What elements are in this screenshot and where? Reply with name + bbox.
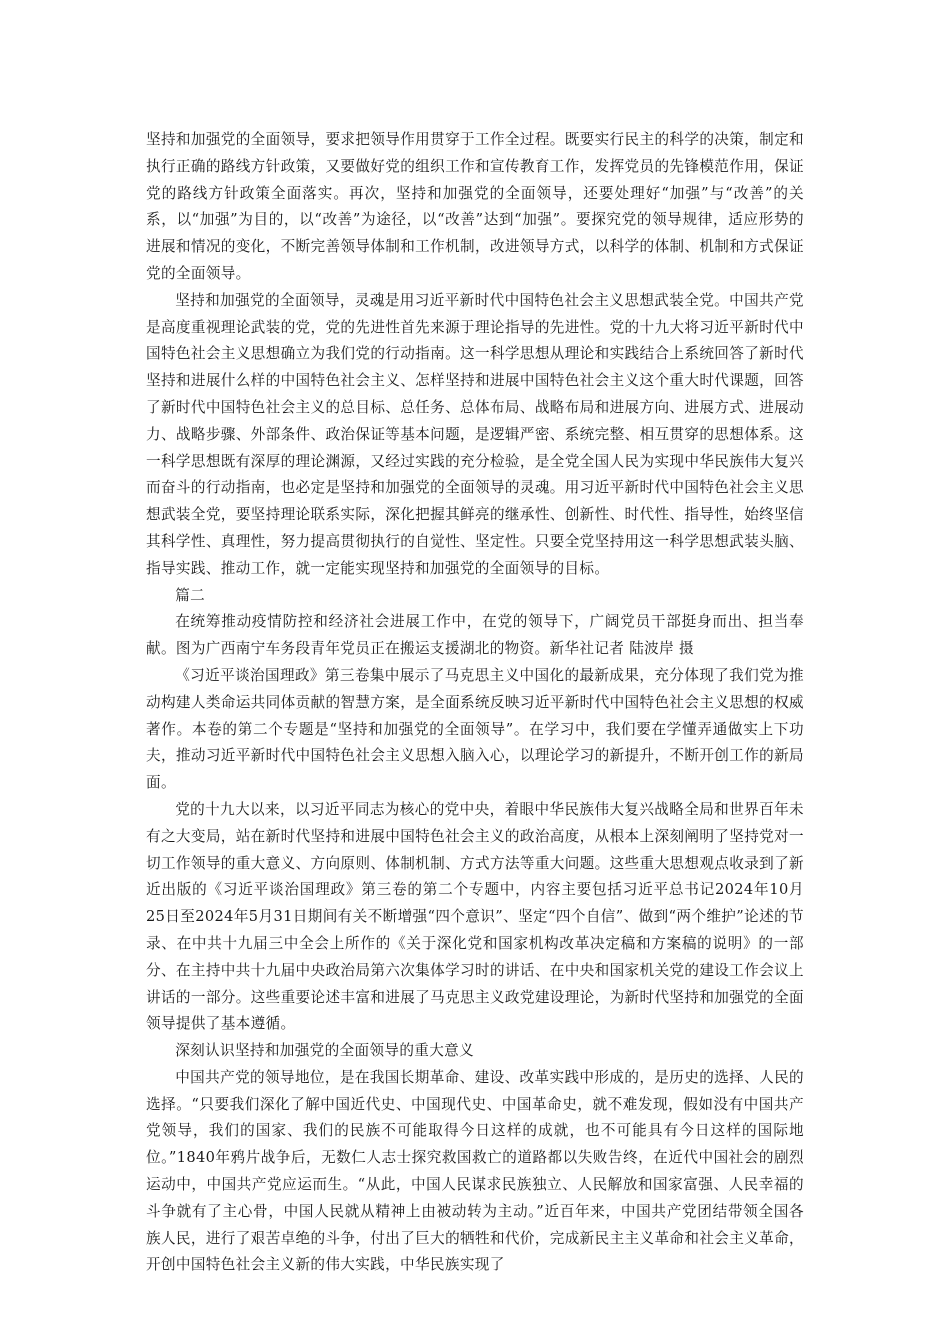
document-body xyxy=(146,127,804,1279)
subheading-significance: 深刻认识坚持和加强党的全面领导的重大意义 xyxy=(175,1042,475,1060)
paragraph-leadership-process: 坚持和加强党的全面领导，要求把领导作用贯穿于工作全过程。既要实行民主的科学的决策，制定和执行正确的路线方针政策，又要做好党的组织工作和宣传教育工作，发挥党员的先锋模范作用，保证党的路线方针政策全面落实。再次，坚持和加强党的全面领导，还要处理好“加强”与“改善”的关系，以“加强”为目的，以“改善”为途径，以“改善”达到“加强”。要探究党的领导规律，适应形势的进展和情况的变化，不断完善领导体制和工作机制，改进领导方式，以科学的体制、机制和方式保证党的全面领导。 xyxy=(146,131,804,282)
section-title-part-two: 篇二 xyxy=(175,586,206,604)
paragraph-volume-three: 《习近平谈治国理政》第三卷集中展示了马克思主义中国化的最新成果，充分体现了我们党为推动构建人类命运共同体贡献的智慧方案，是全面系统反映习近平新时代中国特色社会主义思想的权威著作。本卷的第二个专题是“坚持和加强党的全面领导”。在学习中，我们要在学懂弄通做实上下功夫，推动习近平新时代中国特色社会主义思想入脑入心，以理论学习的新提升，不断开创工作的新局面。 xyxy=(146,666,804,792)
paragraph-leadership-soul: 坚持和加强党的全面领导，灵魂是用习近平新时代中国特色社会主义思想武装全党。中国共产党是高度重视理论武装的党，党的先进性首先来源于理论指导的先进性。党的十九大将习近平新时代中国特色社会主义思想确立为我们党的行动指南。这一科学思想从理论和实践结合上系统回答了新时代坚持和进展什么样的中国特色社会主义、怎样坚持和进展中国特色社会主义这个重大时代课题，回答了新时代中国特色社会主义的总目标、总任务、总体布局、战略布局和进展方向、进展方式、进展动力、战略步骤、外部条件、政治保证等基本问题，是逻辑严密、系统完整、相互贯穿的思想体系。这一科学思想既有深厚的理论渊源，又经过实践的充分检验，是全党全国人民为实现中华民族伟大复兴而奋斗的行动指南，也必定是坚持和加强党的全面领导的灵魂。用习近平新时代中国特色社会主义思想武装全党，要坚持理论联系实际，深化把握其鲜亮的继承性、创新性、时代性、指导性，始终坚信其科学性、真理性，努力提高贯彻执行的自觉性、坚定性。只要全党坚持用这一科学思想武装头脑、指导实践、推动工作，就一定能实现坚持和加强党的全面领导的目标。 xyxy=(146,291,804,577)
paragraph-leadership-status: 中国共产党的领导地位，是在我国长期革命、建设、改革实践中形成的，是历史的选择、人民的选择。“只要我们深化了解中国近代史、中国现代史、中国革命史，就不难发现，假如没有中国共产党领导，我们的国家、我们的民族不可能取得今日这样的成就，也不可能具有今日这样的国际地位。”1840年鸦片战争后，无数仁人志士探究救国救亡的道路都以失败告终，在近代中国社会的剧烈运动中，中国共产党应运而生。“从此，中国人民谋求民族独立、人民解放和国家富强、人民幸福的斗争就有了主心骨，中国人民就从精神上由被动转为主动。”近百年来，中国共产党团结带领全国各族人民，进行了艰苦卓绝的斗争，付出了巨大的牺牲和代价，完成新民主主义革命和社会主义革命，开创中国特色社会主义新的伟大实践，中华民族实现了 xyxy=(146,1068,804,1274)
photo-caption: 在统筹推动疫情防控和经济社会进展工作中，在党的领导下，广阔党员干部挺身而出、担当奉献。图为广西南宁车务段青年党员正在搬运支援湖北的物资。新华社记者 陆波岸 摄 xyxy=(146,613,804,658)
paragraph-since-nineteenth-congress: 党的十九大以来，以习近平同志为核心的党中央，着眼中华民族伟大复兴战略全局和世界百年未有之大变局，站在新时代坚持和进展中国特色社会主义的政治高度，从根本上深刻阐明了坚持党对一切工作领导的重大意义、方向原则、体制机制、方式方法等重大问题。这些重大思想观点收录到了新近出版的《习近平谈治国理政》第三卷的第二个专题中，内容主要包括习近平总书记2024年10月25日至2024年5月31日期间有关不断增强“四个意识”、坚定“四个自信”、做到“两个维护”论述的节录、在中共十九届三中全会上所作的《关于深化党和国家机构改革决定稿和方案稿的说明》的一部分、在主持中共十九届中央政治局第六次集体学习时的讲话、在中央和国家机关党的建设工作会议上讲话的一部分。这些重要论述丰富和进展了马克思主义政党建设理论，为新时代坚持和加强党的全面领导提供了基本遵循。 xyxy=(146,800,804,1033)
